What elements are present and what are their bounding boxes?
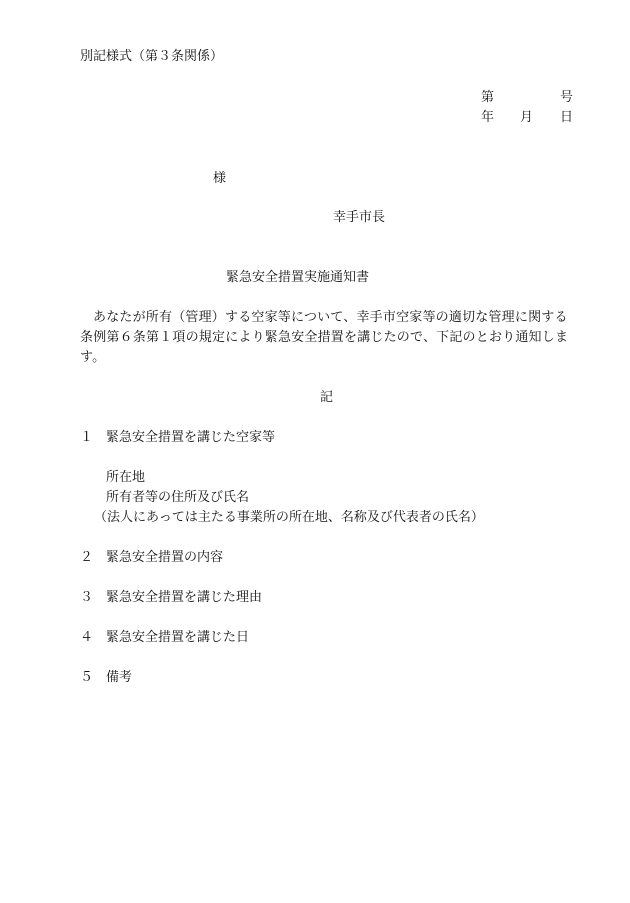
date-month: 月 bbox=[520, 110, 534, 125]
item-label: 緊急安全措置を講じた理由 bbox=[106, 590, 263, 605]
sender-name: 幸手市長 bbox=[333, 210, 386, 225]
number-suffix: 号 bbox=[560, 90, 574, 105]
date-day: 日 bbox=[560, 110, 574, 125]
item-label: 緊急安全措置の内容 bbox=[106, 550, 224, 565]
item-number: ２ bbox=[80, 550, 94, 565]
corporate-note: （法人にあっては主たる事業所の所在地、名称及び代表者の氏名） bbox=[94, 510, 484, 525]
item-number: ３ bbox=[80, 590, 94, 605]
list-item bbox=[80, 431, 275, 444]
body-paragraph: あなたが所有（管理）する空家等について、幸手市空家等の適切な管理に関する条例第６条第１項の規定により緊急安全措置を講じたので、下記のとおり通知します。 bbox=[80, 310, 569, 365]
item-number: ５ bbox=[80, 670, 94, 685]
form-label: 別記様式（第３条関係） bbox=[80, 49, 224, 64]
addressee-honorific: 様 bbox=[213, 171, 227, 186]
document-title: 緊急安全措置実施通知書 bbox=[226, 270, 370, 285]
location-label: 所在地 bbox=[106, 470, 146, 485]
number-prefix: 第 bbox=[481, 90, 495, 105]
item-label: 緊急安全措置を講じた日 bbox=[106, 630, 250, 645]
list-item bbox=[80, 671, 132, 684]
date-year: 年 bbox=[481, 110, 495, 125]
item-number: １ bbox=[80, 430, 94, 445]
list-item bbox=[80, 631, 249, 644]
item-number: ４ bbox=[80, 630, 94, 645]
ki-label: 記 bbox=[320, 390, 334, 405]
list-item bbox=[80, 551, 223, 564]
item-label: 備考 bbox=[106, 670, 133, 685]
list-item bbox=[80, 591, 262, 604]
item-label: 緊急安全措置を講じた空家等 bbox=[106, 430, 276, 445]
owner-label: 所有者等の住所及び氏名 bbox=[106, 490, 250, 505]
